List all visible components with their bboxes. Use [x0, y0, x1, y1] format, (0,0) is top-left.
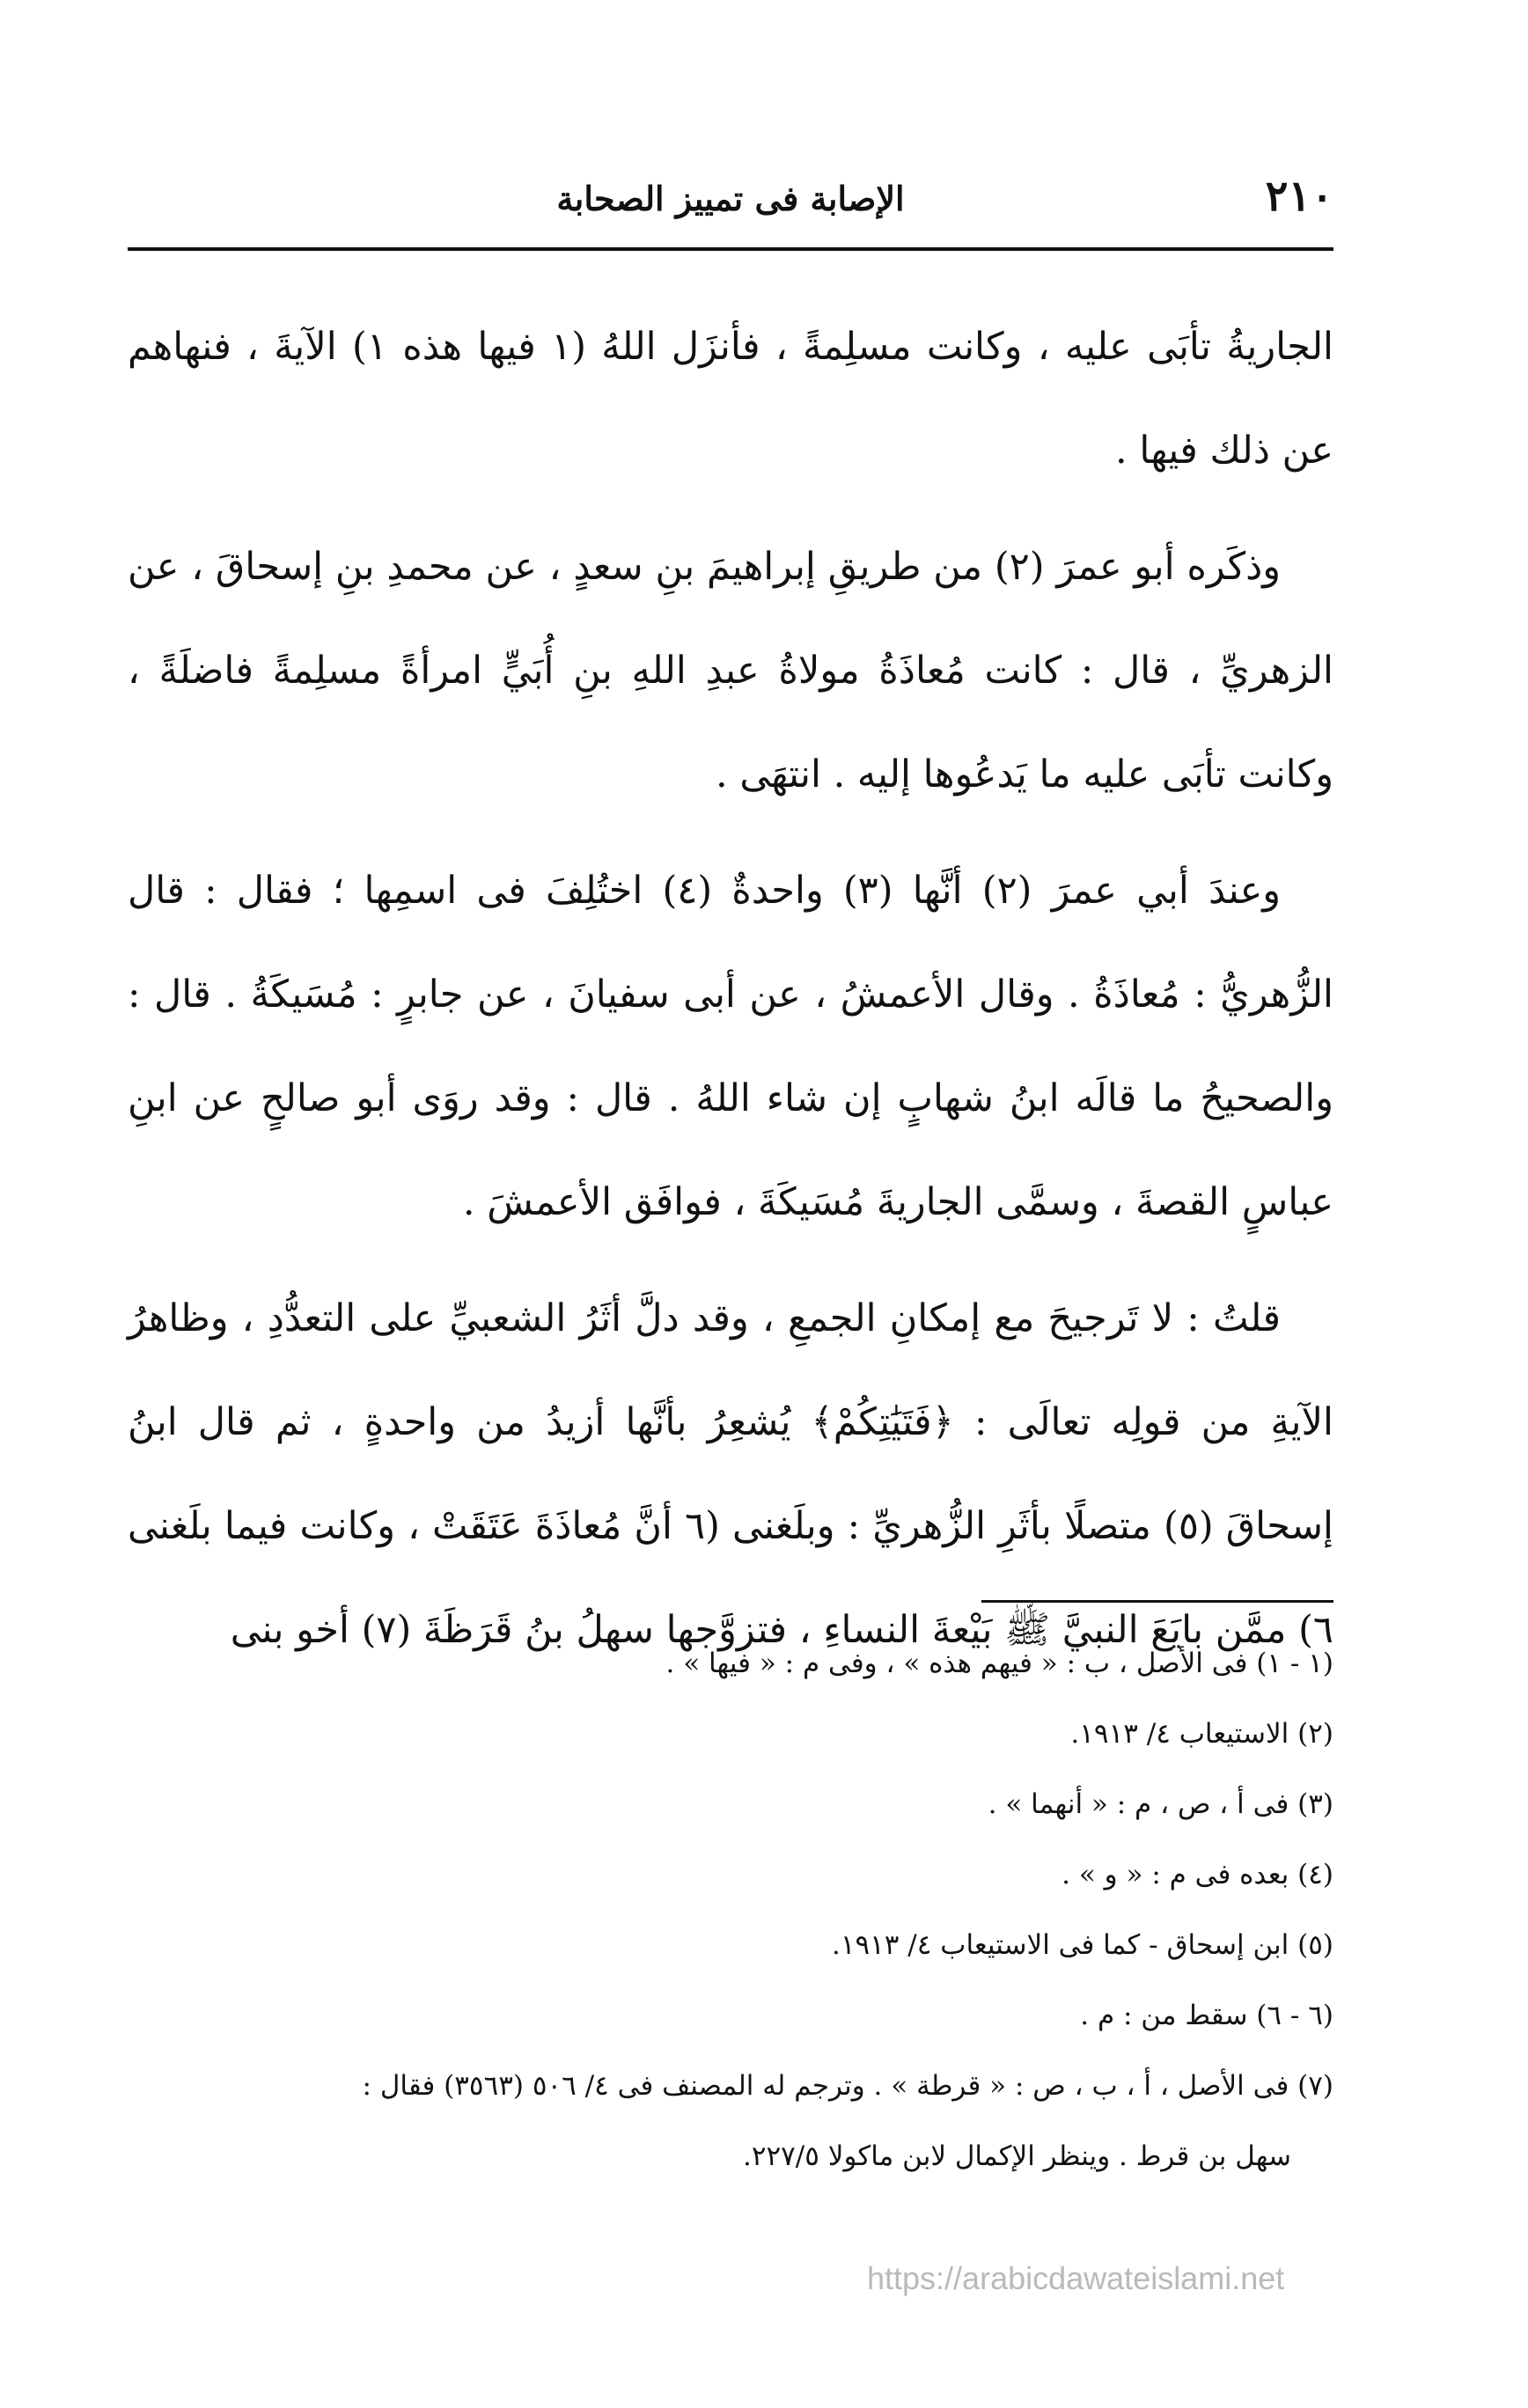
footnotes — [128, 1628, 1333, 2191]
running-title: الإصابة فى تمييز الصحابة — [556, 179, 905, 218]
page-header — [128, 172, 1333, 233]
paragraph-2: وذكَره أبو عمرَ (٢) من طريقِ إبراهيمَ بنِ سعدٍ ، عن محمدِ بنِ إسحاقَ ، عن الزهريِّ ، قال : كانت مُعاذَةُ مولاةُ عبدِ اللهِ بنِ أُبَيٍّ امرأةً مسلِمةً فاضلَةً ، وكانت تأبَى عليه ما يَدعُوها إليه . انتهَى . — [128, 545, 1333, 797]
paragraph-3: وعندَ أبي عمرَ (٢) أنَّها (٣) واحدةٌ (٤) اختُلِفَ فى اسمِها ؛ فقال : قال الزُّهريُّ : مُعاذَةُ . وقال الأعمشُ ، عن أبى سفيانَ ، عن جابرٍ : مُسَيكَةُ . قال : والصحيحُ ما قالَه ابنُ شهابٍ إن شاء اللهُ . قال : وقد روَى أبو صالحٍ عن ابنِ عباسٍ القصةَ ، وسمَّى الجاريةَ مُسَيكَةَ ، فوافَق الأعمشَ . — [128, 869, 1333, 1224]
header-divider — [128, 247, 1333, 251]
footnote-7-continuation: سهل بن قرط . وينظر الإكمال لابن ماكولا ٢٢٧/٥. — [743, 2140, 1291, 2172]
main-text — [128, 295, 1333, 1694]
footnote-divider — [981, 1600, 1333, 1603]
page-number: ٢١٠ — [1265, 172, 1333, 221]
footnote-1: (١ - ١) فى الأصل ، ب : « فيهم هذه » ، وفى م : « فيها » . — [665, 1648, 1333, 1679]
footnote-7: (٧) فى الأصل ، أ ، ب ، ص : « قرطة » . وترجم له المصنف فى ٤/ ٥٠٦ (٣٥٦٣) فقال : — [362, 2070, 1333, 2102]
paragraph-1: الجاريةُ تأبَى عليه ، وكانت مسلِمةً ، فأنزَل اللهُ (١ فيها هذه ١) الآيةَ ، فنهاهم عن ذلك فيها . — [128, 325, 1334, 473]
footnote-3: (٣) فى أ ، ص ، م : « أنهما » . — [988, 1788, 1333, 1820]
footnote-6: (٦ - ٦) سقط من : م . — [1080, 2000, 1333, 2031]
paragraph-4: قلتُ : لا تَرجيحَ مع إمكانِ الجمعِ ، وقد دلَّ أثَرُ الشعبيِّ على التعدُّدِ ، وظاهرُ الآيةِ من قولِه تعالَى : ﴿فَتَيَٰتِكُمْ﴾ يُشعِرُ بأنَّها أزيدُ من واحدةٍ ، ثم قال ابنُ إسحاقَ (٥) متصلًا بأثَرِ الزُّهريِّ : وبلَغنى (٦ أنَّ مُعاذَةَ عَتَقَتْ ، وكانت فيما بلَغنى ٦) ممَّن بايَعَ النبيَّ ﷺ بَيْعةَ النساءِ ، فتزوَّجها سهلُ بنُ قَرَظَةَ (٧) أخو بنى — [128, 1296, 1333, 1652]
footnote-2: (٢) الاستيعاب ٤/ ١٩١٣. — [1070, 1718, 1333, 1750]
footnote-4: (٤) بعده فى م : « و » . — [1062, 1859, 1333, 1890]
footnote-5: (٥) ابن إسحاق - كما فى الاستيعاب ٤/ ١٩١٣. — [831, 1929, 1333, 1961]
source-url-watermark: https://arabicdawateislami.net — [867, 2260, 1285, 2296]
